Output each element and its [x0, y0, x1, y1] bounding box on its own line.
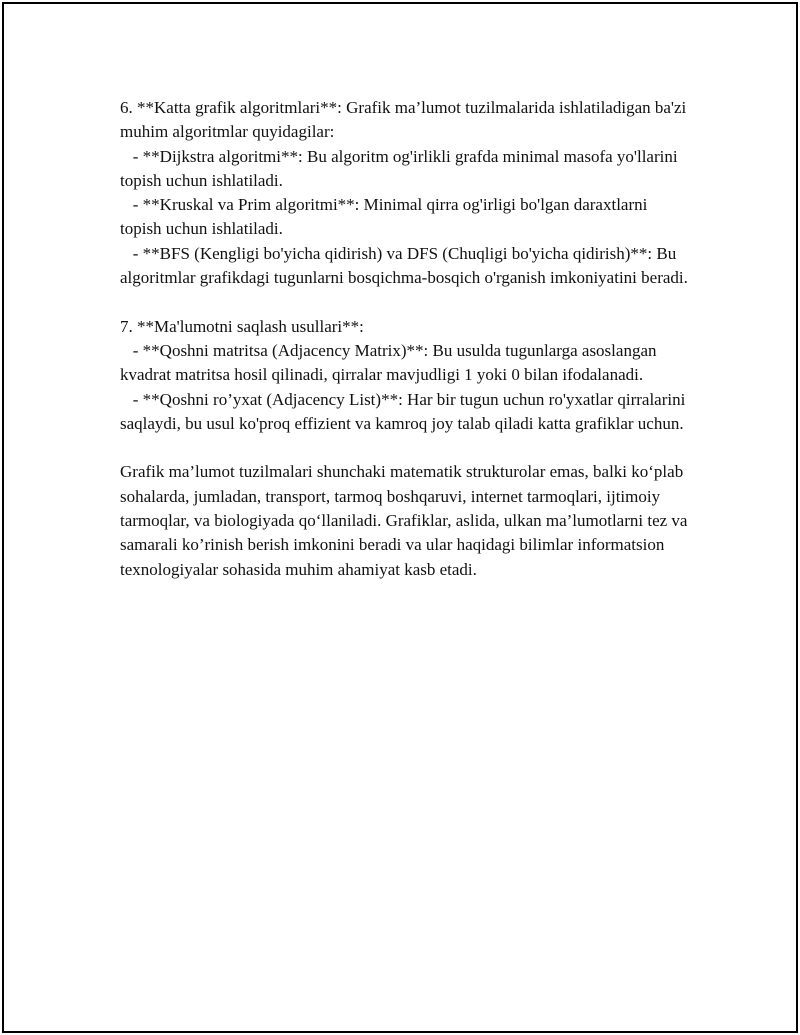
conclusion-paragraph: Grafik ma’lumot tuzilmalari shunchaki matematik strukturolar emas, balki ko‘plab sohalarda, jumladan, transport, tarmoq boshqaruvi, internet tarmoqlari, ijtimoiy tarmoqlar, va biologiyada qo‘llaniladi. Grafiklar, aslida, ulkan ma’lumotlarni tez va samarali ko’rinish berish imkonini beradi va ular haqidagi bilimlar informatsion texnologiyalar sohasida muhim ahamiyat kasb etadi. — [120, 462, 692, 579]
section-7-heading: 7. **Ma'lumotni saqlash usullari**: — [120, 316, 364, 336]
section-6-item-dijkstra: - **Dijkstra algoritmi**: Bu algoritm og'irlikli grafda minimal masofa yo'llarini topish uchun ishlatiladi. — [120, 146, 682, 190]
section-6-item-bfs-dfs: - **BFS (Kengligi bo'yicha qidirish) va DFS (Chuqligi bo'yicha qidirish)**: Bu algoritmlar grafikdagi tugunlarni bosqichma-bosqich o'rganish imkoniyatini beradi. — [120, 243, 688, 288]
page-frame — [2, 2, 798, 1033]
section-6-item-kruskal-prim: - **Kruskal va Prim algoritmi**: Minimal qirra og'irligi bo'lgan daraxtlarni topish uchun ishlatiladi. — [120, 195, 652, 239]
section-6-heading: 6. **Katta grafik algoritmlari**: Grafik ma’lumot tuzilmalarida ishlatiladigan ba'zi muhim algoritmlar quyidagilar: — [120, 98, 691, 142]
paragraph-spacer — [120, 290, 690, 314]
section-7-item-adjacency-list: - **Qoshni ro’yxat (Adjacency List)**: Har bir tugun uchun ro'yxatlar qirralarini saqlaydi, bu usul ko'proq effizient va kamroq joy talab qiladi katta grafiklar uchun. — [120, 389, 690, 433]
section-7-item-adjacency-matrix: - **Qoshni matritsa (Adjacency Matrix)**: Bu usulda tugunlarga asoslangan kvadrat matritsa hosil qilinadi, qirralar mavjudligi 1 yoki 0 bilan ifodalanadi. — [120, 340, 661, 385]
document-body — [120, 96, 690, 582]
paragraph-spacer — [120, 436, 690, 460]
